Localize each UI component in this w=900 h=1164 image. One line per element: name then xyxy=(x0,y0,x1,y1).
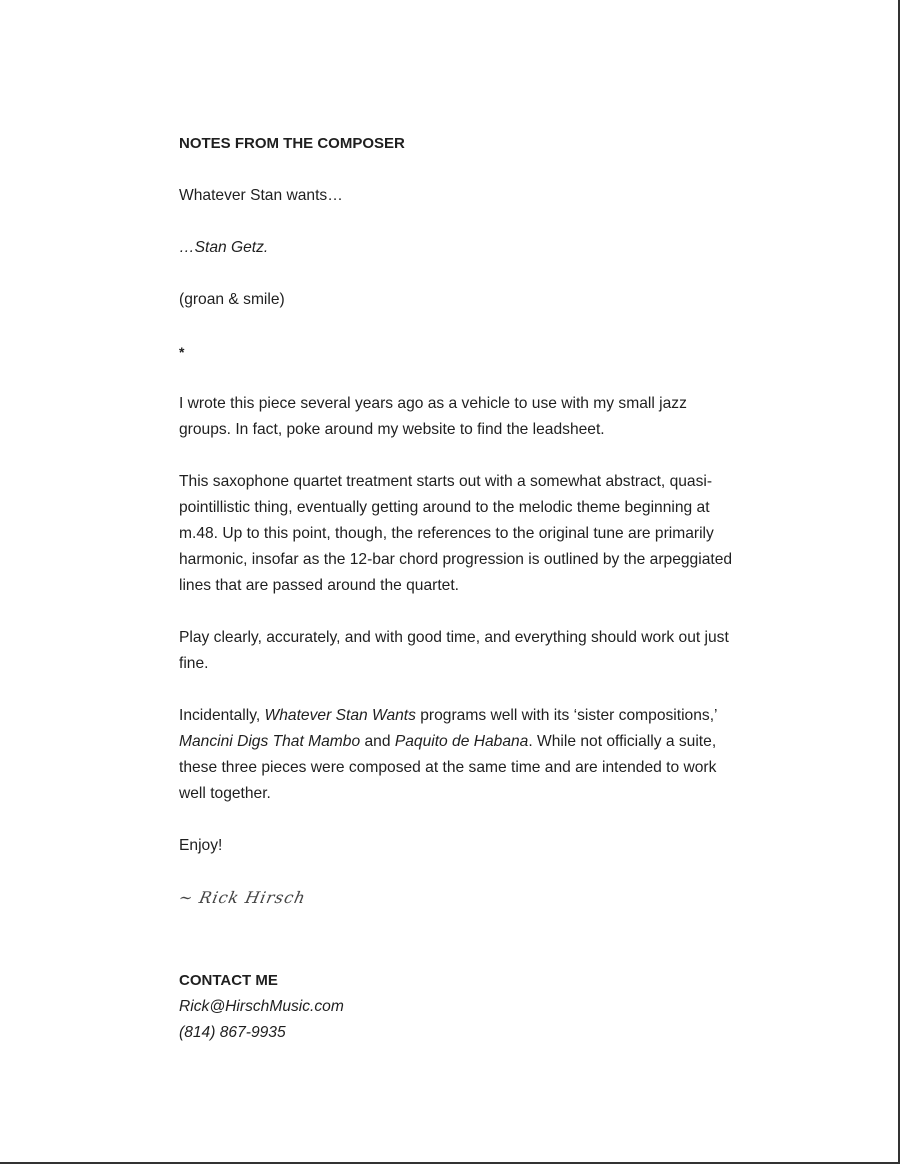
paragraph-performance: Play clearly, accurately, and with good time, and everything should work out just fine. xyxy=(179,629,729,672)
paragraph-treatment: This saxophone quartet treatment starts out with a somewhat abstract, quasi-pointillistic thing, eventually getting around to the melodic theme beginning at m.48. Up to this point, though, the references to the original tune are primarily harmonic, insofar as the 12-bar chord progression is outlined by the arpeggiated lines that are passed around the quartet. xyxy=(179,473,733,594)
piece-title: Mancini Digs That Mambo xyxy=(179,733,361,750)
opening-line: Whatever Stan wants… xyxy=(179,187,343,204)
paragraph-sister-compositions xyxy=(179,703,739,807)
composer-signature: ~ Rick Hirsch xyxy=(177,888,308,907)
text-fragment: . While not officially a suite, these three pieces were composed at the same time and are intended to work well together. xyxy=(179,733,717,802)
signature-line xyxy=(179,885,739,912)
closing-line: Enjoy! xyxy=(179,837,223,854)
notes-heading: NOTES FROM THE COMPOSER xyxy=(179,135,405,152)
paragraph-origin: I wrote this piece several years ago as a vehicle to use with my small jazz groups. In fact, poke around my website to find the leadsheet. xyxy=(179,395,687,438)
punchline: …Stan Getz. xyxy=(179,239,269,256)
contact-heading: CONTACT ME xyxy=(179,972,278,989)
piece-title: Whatever Stan Wants xyxy=(264,707,416,724)
text-fragment: and xyxy=(360,733,395,750)
section-separator: * xyxy=(179,344,185,360)
page-content xyxy=(179,131,739,1046)
piece-title: Paquito de Habana xyxy=(394,733,529,750)
aside: (groan & smile) xyxy=(179,291,285,308)
text-fragment: programs well with its ‘sister compositions,’ xyxy=(415,707,717,724)
text-fragment: Incidentally, xyxy=(179,707,265,724)
contact-email: Rick@HirschMusic.com xyxy=(179,998,344,1015)
contact-phone: (814) 867-9935 xyxy=(179,1024,286,1041)
